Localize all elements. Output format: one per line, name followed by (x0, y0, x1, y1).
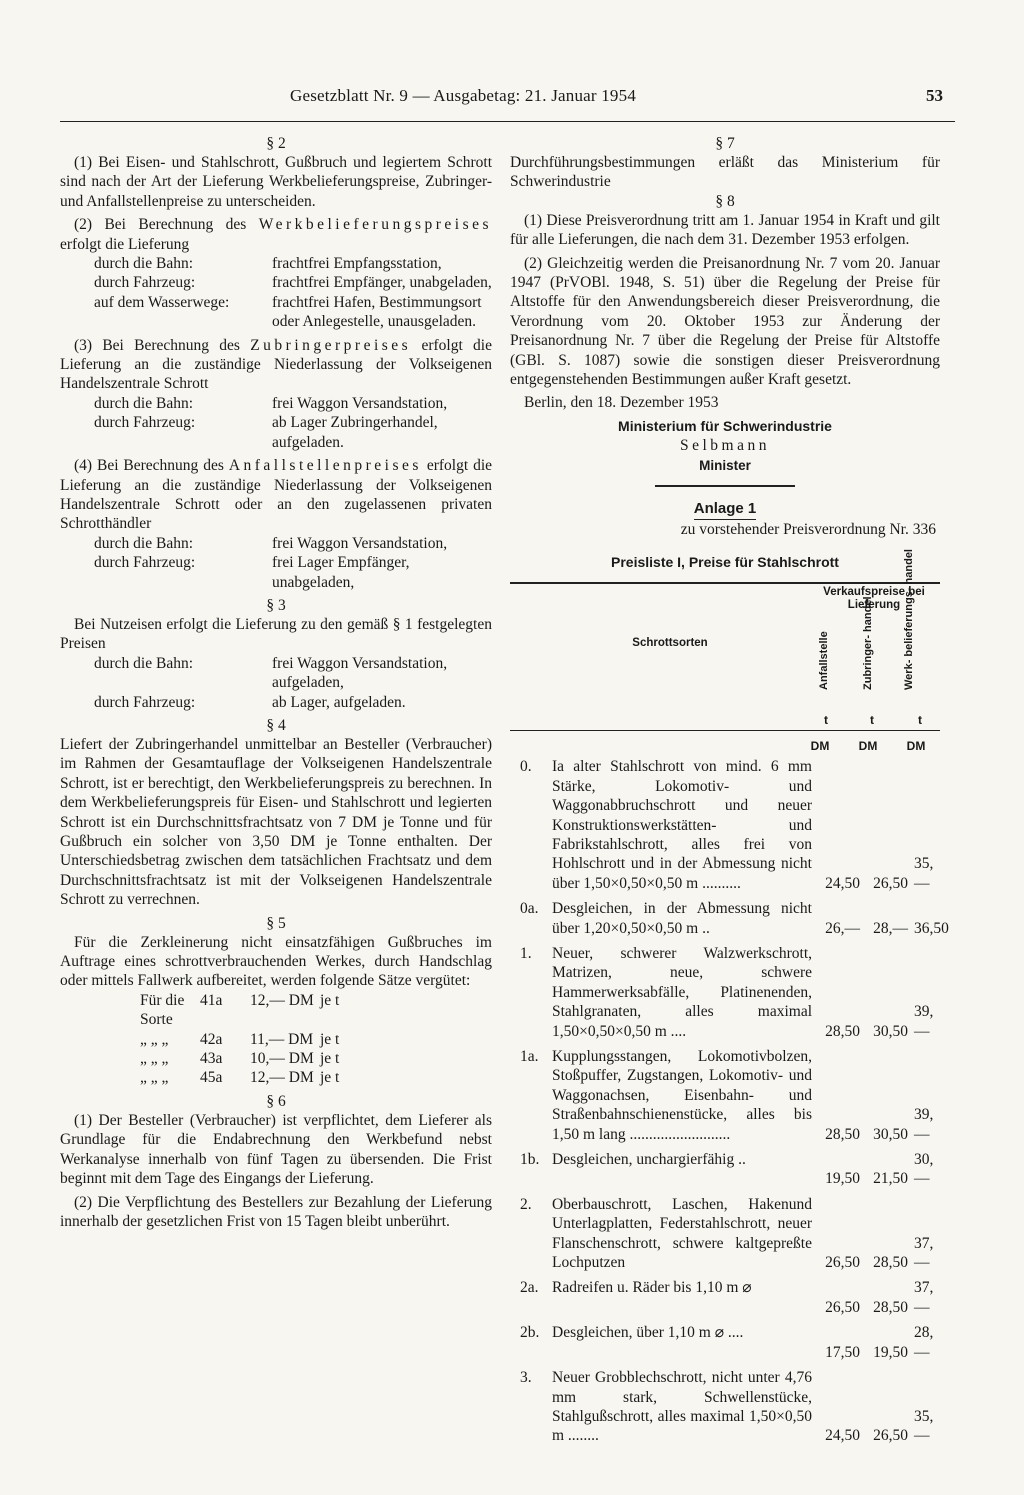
paragraph: (1) Bei Eisen- und Stahlschrott, Gußbruch und legiertem Schrott sind nach der Art der Lieferung Werkbelieferungspreise, Zubringer- und Anfallstellenpreise zu unterscheiden. (60, 154, 492, 210)
table-cell: 2a. (520, 1279, 539, 1297)
table-cell: 2. (520, 1195, 532, 1213)
paragraph: Für die Zerkleinerung nicht einsatzfähigen Gußbruches im Auftrage eines schrottverbrauchenden Werkes, durch Handschlag oder mittels Fallwerk aufbereitet, werden folgende Sätze vergütet: (60, 933, 492, 990)
paragraph: (2) Bei Berechnung des Werkbelieferungspreises erfolgt die Lieferung (60, 216, 493, 253)
annex-title: Anlage 1 (694, 499, 757, 519)
ministry-name: Ministerium für Schwerindustrie (618, 417, 832, 434)
section-heading: § 2 (266, 135, 286, 152)
paragraph: (2) Die Verpflichtung des Bestellers zur Bezahlung der Lieferung innerhalb der gesetzlichen Frist von 15 Tagen bleibt unberührt. (60, 1193, 492, 1230)
paragraph: Bei Nutzeisen erfolgt die Lieferung zu den gemäß § 1 festgelegten Preisen (60, 615, 492, 653)
place-date: Berlin, den 18. Dezember 1953 (524, 394, 719, 412)
table-cell: 30,— (914, 1151, 934, 1188)
table-cell: Radreifen u. Räder bis 1,10 m ⌀ (552, 1279, 752, 1297)
divider (655, 485, 795, 487)
delivery-row: durch Fahrzeug: ab Lager, aufgeladen. (94, 693, 406, 711)
table-row (510, 944, 940, 1041)
table-cell: 28,— (873, 919, 908, 937)
table-cell: 28,50 (825, 1022, 860, 1040)
rate-row: „ „ „ 45a 12,— DM je t (140, 1069, 340, 1087)
table-cell: 28,50 (873, 1254, 908, 1272)
table-cell: 28,50 (873, 1298, 908, 1316)
column-header-zubringer: Zubringer- handel (862, 596, 874, 691)
section-heading: § 6 (266, 1092, 286, 1110)
delivery-row: durch die Bahn: frei Waggon Versandstation, aufgeladen, (94, 654, 448, 692)
delivery-row: durch Fahrzeug: frei Lager Empfänger, unabgeladen, (94, 554, 410, 591)
section-heading: § 5 (266, 914, 286, 932)
table-cell: 24,50 (825, 1427, 860, 1445)
paragraph: (2) Gleichzeitig werden die Preisanordnung Nr. 7 vom 20. Januar 1947 (PrVOBl. 1948, S. 51) über die Regelung der Preise für Altstoffe für den Anwendungsbereich dieser Preisverordnung, die Verordnung vom 20. Oktober 1953 zur Änderung der Preisanordnung Nr. 7 über die Regelung der Preise für Altstoffe (GBl. S. 1087) sowie die sonstigen dieser Preisverordnung entgegenstehenden Bestimmungen außer Kraft gesetzt. (510, 254, 940, 389)
right-column (510, 134, 949, 1452)
gazette-title: Gesetzblatt Nr. 9 — Ausgabetag: 21. Januar 1954 (290, 86, 637, 105)
table-cell: 17,50 (825, 1343, 860, 1361)
table-row (510, 1047, 940, 1144)
table-cell: 26,50 (825, 1298, 860, 1316)
table-row (510, 1323, 940, 1362)
table-cell: 1a. (520, 1048, 539, 1065)
rate-row: „ „ „ 42a 11,— DM je t (140, 1030, 340, 1048)
table-cell: 35,— (914, 1407, 934, 1445)
table-row (510, 757, 940, 893)
table-row (510, 1195, 940, 1273)
delivery-row: durch Fahrzeug: frachtfrei Empfänger, unabgeladen, (94, 274, 492, 292)
delivery-row: durch die Bahn: frei Waggon Versandstation, (94, 534, 448, 552)
paragraph: Liefert der Zubringerhandel unmittelbar an Besteller (Verbraucher) im Rahmen der Gesamtauflage der Volkseigenen Handelszentrale Schrott, ist er berechtigt, den Werkbelieferungspreis zu berechnen. In dem Werkbelieferungspreis für Eisen- und Stahlschrott und legierten Schrott ist ein Durchschnittsfrachtsatz von 7 DM je Tonne und für Gußbruch ein solcher von 3,50 DM je Tonne enthalten. Der Unterschiedsbetrag zwischen dem tatsächlichen Frachtsatz und dem Durchschnittsfrachtsatz ist mit der Volkseigenen Handelszentrale Schrott zu verrechnen. (60, 735, 492, 909)
section-heading: § 8 (715, 192, 735, 210)
table-cell: 1. (520, 944, 532, 962)
table-row (510, 1150, 940, 1189)
table-cell: 0. (520, 758, 532, 776)
signer-name: Selbmann (680, 437, 770, 455)
table-cell: 21,50 (873, 1170, 908, 1188)
delivery-row: durch Fahrzeug: ab Lager Zubringerhandel, aufgeladen. (94, 414, 438, 451)
table-cell: 3. (520, 1369, 532, 1387)
table-row (510, 1278, 940, 1317)
table-cell: Ia alter Stahlschrott von mind. 6 mm Stärke, Lokomotiv- und Waggonabbruchschrott und neuer Konstruktionswerkstätten- und Fabrikstahlschrott, alles frei von Hohlschrott und in der Abmessung nicht über 1,50×0,50×0,50 m .......... (552, 758, 812, 892)
table-cell: Desgleichen, über 1,10 m ⌀ .... (552, 1324, 744, 1342)
table-cell: 35,— (914, 855, 934, 892)
rate-row: Für die Sorte 41a 12,— DM je t (140, 991, 340, 1029)
table-cell: 28,50 (825, 1125, 860, 1143)
table-cell: 0a. (520, 900, 539, 918)
table-cell: 26,50 (873, 874, 908, 892)
signer-title: Minister (699, 457, 751, 473)
paragraph: Durchführungsbestimmungen erläßt das Ministerium für Schwerindustrie (510, 154, 940, 191)
table-cell: 39,— (914, 1106, 934, 1143)
column-header-anfallstelle: Anfallstelle (818, 631, 830, 691)
section-heading: § 3 (266, 596, 286, 614)
page-header (60, 86, 955, 112)
table-cell: 39,— (914, 1003, 934, 1040)
table-cell: 28,— (914, 1324, 934, 1361)
table-cell: 19,50 (873, 1343, 908, 1361)
table-row (510, 1368, 940, 1446)
column-header-sorts: Schrottsorten (632, 637, 708, 650)
unit-t: t (870, 713, 874, 728)
unit-row: DM DM DM (810, 739, 926, 754)
column-header-werk: Werk- belieferungs- handel (903, 549, 915, 691)
delivery-row: auf dem Wasserwege: frachtfrei Hafen, Bestimmungsort oder Anlegestelle, unausgeladen. (94, 293, 482, 331)
table-cell: 37,— (914, 1279, 934, 1316)
table-cell: 37,— (914, 1234, 934, 1272)
page-number: 53 (926, 86, 943, 105)
table-cell: 30,50 (873, 1022, 908, 1040)
left-column (60, 134, 492, 1231)
table-cell: 30,50 (873, 1125, 908, 1143)
table-cell: 26,50 (873, 1427, 908, 1445)
table-cell: Oberbauschrott, Laschen, Hakenund Unterlagplatten, Federstahlschrott, neuer Flanschenschrott, schwere kaltgepreßte Lochputzen (552, 1195, 812, 1272)
table-cell: 24,50 (825, 874, 860, 892)
header-rule (60, 121, 955, 122)
price-list-title: Preisliste I, Preise für Stahlschrott (611, 553, 839, 570)
unit-t: t (824, 713, 828, 728)
table-cell: Kupplungsstangen, Lokomotivbolzen, Stoßpuffer, Zugstangen, Lokomotiv- und Waggonachsen, Eisenbahn- und Straßenbahnschienenstücke, alles bis 1,50 m lang .......................... (552, 1048, 812, 1143)
rate-row: „ „ „ 43a 10,— DM je t (140, 1050, 340, 1068)
table-cell: Desgleichen, unchargierfähig .. (552, 1151, 746, 1169)
table-cell: 26,— (825, 919, 860, 937)
section-heading: § 7 (715, 135, 735, 152)
delivery-row: durch die Bahn: frei Waggon Versandstation, (94, 394, 448, 412)
delivery-row: durch die Bahn: frachtfrei Empfangsstation, (94, 255, 442, 273)
unit-t: t (918, 713, 922, 728)
table-cell: Neuer, schwerer Walzwerkschrott, Matrizen, neue, schwere Hammerwerksabfälle, Platinenenden, Stahlgranaten, alles maximal 1,50×0,50×0,50 m .... (552, 944, 812, 1040)
price-table-body (510, 757, 949, 1445)
table-row (510, 899, 949, 938)
table-cell: Desgleichen, in der Abmessung nicht über 1,20×0,50×0,50 m .. (552, 900, 812, 937)
column-group-header: Verkaufspreise bei Lieferung (823, 586, 925, 612)
paragraph: (1) Diese Preisverordnung tritt am 1. Januar 1954 in Kraft und gilt für alle Lieferungen, die nach dem 31. Dezember 1953 erfolgen. (510, 211, 940, 249)
paragraph: (4) Bei Berechnung des Anfallstellenpreises erfolgt die Lieferung an die zuständige Niederlassung der Volkseigenen Handelszentrale Schrott oder an den zugelassenen privaten Schrotthändler (60, 457, 493, 533)
table-cell: 36,50 (914, 919, 949, 937)
annex-subtitle: zu vorstehender Preisverordnung Nr. 336 (680, 520, 936, 538)
table-cell: 2b. (520, 1324, 540, 1342)
paragraph: (3) Bei Berechnung des Zubringerpreises erfolgt die Lieferung an die zuständige Niederlassung der Volkseigenen Handelszentrale Schrott (60, 336, 492, 393)
table-cell: Neuer Grobblechschrott, nicht unter 4,76 mm stark, Schwellenstücke, Stahlgußschrott, alles maximal 1,50×0,50 m ........ (552, 1369, 812, 1445)
paragraph: (1) Der Besteller (Verbraucher) ist verpflichtet, dem Lieferer als Grundlage für die Endabrechnung den Werkbefund nebst Werkanalyse innerhalb von fünf Tagen zu übersenden. Die Frist beginnt mit dem Tage des Eingangs der Lieferung. (60, 1111, 492, 1188)
table-cell: 26,50 (825, 1254, 860, 1272)
table-cell: 19,50 (825, 1170, 860, 1188)
section-heading: § 4 (266, 716, 286, 734)
table-cell: 1b. (520, 1151, 540, 1169)
